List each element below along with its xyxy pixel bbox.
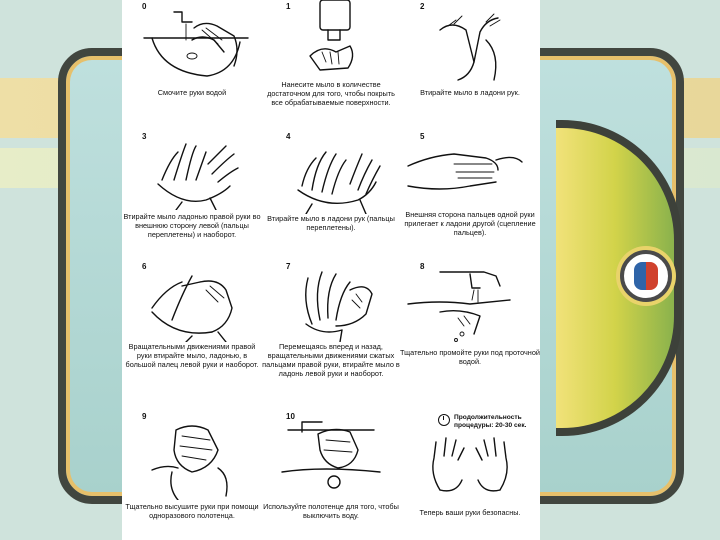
step-caption: Втирайте мыло ладонью правой руки во внешнюю сторону левой (пальцы переплетены) и наоборот.: [123, 212, 261, 239]
step-0: [122, 0, 262, 130]
step-caption: Втирайте мыло в ладони рук (пальцы переплетены).: [267, 214, 395, 232]
interlaced-fingers-illustration: [262, 130, 400, 214]
step-number: 3: [142, 132, 147, 141]
knob-blue-half: [634, 262, 646, 290]
step-6: [122, 260, 262, 410]
step-1: [262, 0, 400, 130]
step-final: [400, 410, 540, 540]
step-number: 6: [142, 262, 147, 271]
hands-under-tap-illustration: [122, 0, 262, 90]
back-of-hand-illustration: [122, 130, 262, 210]
step-caption: Вращательными движениями правой руки втирайте мыло, ладонью, в большой палец левой руки и наоборот.: [125, 342, 259, 369]
step-5: [400, 130, 540, 260]
step-caption: Смочите руки водой: [157, 88, 227, 97]
thumb-rotation-illustration: [122, 260, 262, 342]
step-8: [400, 260, 540, 410]
step-2: [400, 0, 540, 130]
step-number: 10: [286, 412, 295, 421]
step-caption: Теперь ваши руки безопасны.: [419, 508, 521, 517]
fingers-interlocked-illustration: [400, 130, 540, 206]
step-number: 9: [142, 412, 147, 421]
step-number: 4: [286, 132, 291, 141]
step-caption: Перемещаясь вперед и назад, вращательными движениями сжатых пальцами правой руки, втирайте мыло в ладонь левой руки и наоборот.: [262, 342, 400, 378]
step-caption: Втирайте мыло в ладони рук.: [420, 88, 520, 97]
soap-dispenser-illustration: [262, 0, 400, 80]
step-number: 0: [142, 2, 147, 11]
towel-tap-illustration: [262, 410, 400, 500]
step-caption: Используйте полотенце для того, чтобы выключить воду.: [263, 502, 399, 520]
step-caption: Внешняя сторона пальцев одной руки прилегает к ладони другой (сцепление пальцев).: [404, 210, 536, 237]
step-number: 1: [286, 2, 291, 11]
duration-note: Продолжительность процедуры: 20-30 сек.: [454, 414, 527, 429]
color-knob: [620, 250, 672, 302]
step-number: 5: [420, 132, 425, 141]
step-4: [262, 130, 400, 260]
step-caption: Тщательно высушите руки при помощи одноразового полотенца.: [125, 502, 259, 520]
step-number: 8: [420, 262, 425, 271]
step-number: 7: [286, 262, 291, 271]
dry-hands-towel-illustration: [122, 410, 262, 500]
handwashing-poster: [122, 0, 540, 540]
step-3: [122, 130, 262, 260]
knob-red-half: [646, 262, 658, 290]
step-caption: Нанесите мыло в количестве достаточном для того, чтобы покрыть все обрабатываемые поверхности.: [267, 80, 395, 107]
fingertips-palm-illustration: [262, 260, 400, 342]
palms-rubbing-illustration: [400, 0, 540, 88]
step-10: [262, 410, 400, 540]
clean-hands-illustration: [400, 410, 540, 500]
step-number: 2: [420, 2, 425, 11]
step-caption: Тщательно промойте руки под проточной водой.: [400, 348, 540, 366]
step-7: [262, 260, 400, 410]
rinse-hands-illustration: [400, 260, 540, 344]
step-9: [122, 410, 262, 540]
